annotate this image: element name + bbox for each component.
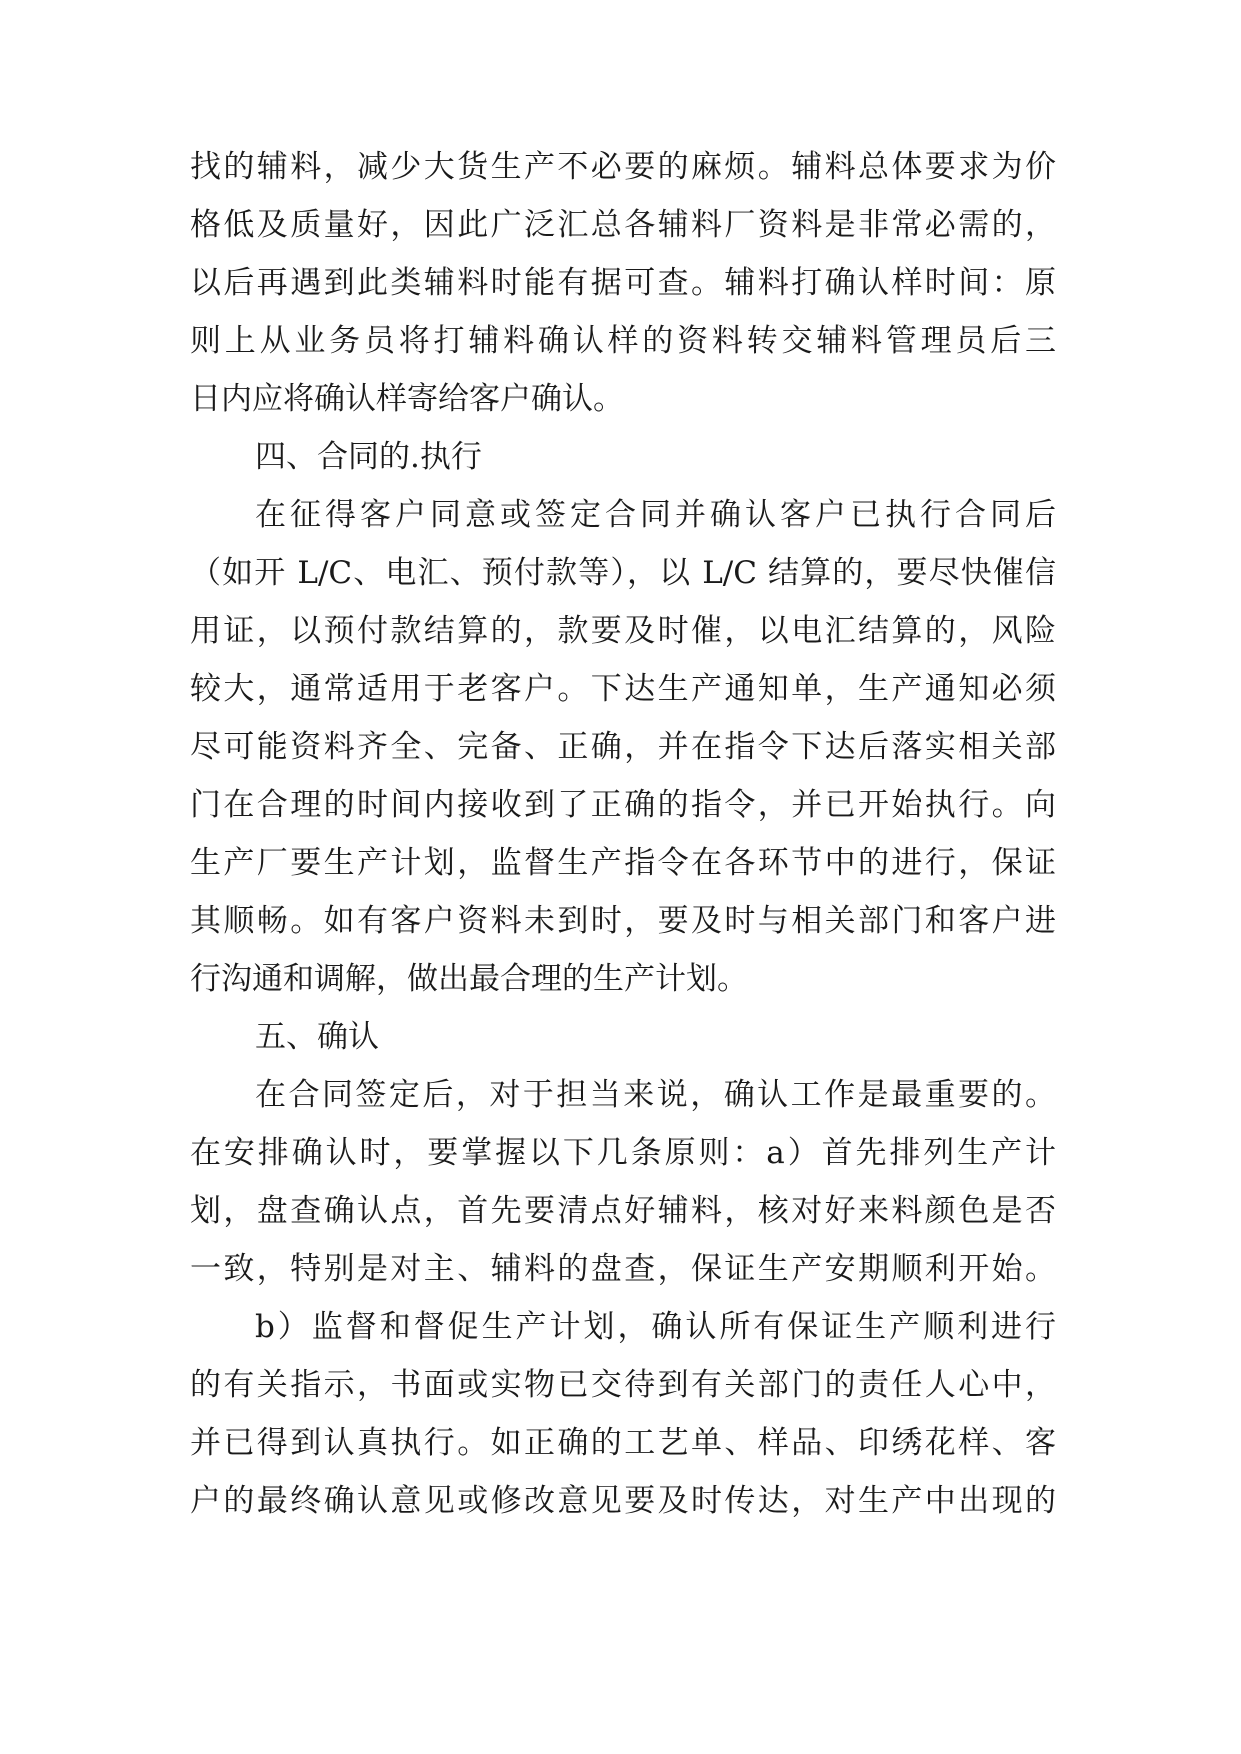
body-text-line: 找的辅料，减少大货生产不必要的麻烦。辅料总体要求为价 [190,149,1056,185]
body-text-line: 划，盘查确认点，首先要清点好辅料，核对好来料颜色是否 [190,1193,1056,1229]
body-text-line: 格低及质量好，因此广泛汇总各辅料厂资料是非常必需的， [190,207,1056,243]
body-text-line: （如开 L/C、电汇、预付款等），以 L/C 结算的，要尽快催信 [190,555,1056,591]
body-text-line: 以后再遇到此类辅料时能有据可查。辅料打确认样时间：原 [190,265,1056,301]
section-heading: 四、合同的.执行 [255,439,482,475]
body-text-line: 户的最终确认意见或修改意见要及时传达，对生产中出现的 [190,1483,1056,1519]
body-text-line: 在安排确认时，要掌握以下几条原则：a）首先排列生产计 [190,1135,1056,1171]
body-text-line: 日内应将确认样寄给客户确认。 [190,381,624,417]
body-text-line: 尽可能资料齐全、完备、正确，并在指令下达后落实相关部 [190,729,1056,765]
body-text-line: 用证，以预付款结算的，款要及时催，以电汇结算的，风险 [190,613,1056,649]
section-heading: 五、确认 [255,1019,379,1055]
body-text-line: 一致，特别是对主、辅料的盘查，保证生产安期顺利开始。 [190,1251,1056,1287]
body-text-line: 较大，通常适用于老客户。下达生产通知单，生产通知必须 [190,671,1056,707]
body-text-line: 的有关指示，书面或实物已交待到有关部门的责任人心中， [190,1367,1056,1403]
body-text-line: 在征得客户同意或签定合同并确认客户已执行合同后 [255,497,1056,533]
body-text-line: 行沟通和调解，做出最合理的生产计划。 [190,961,748,997]
body-text-line: 则上从业务员将打辅料确认样的资料转交辅料管理员后三 [190,323,1056,359]
body-text-line: 在合同签定后，对于担当来说，确认工作是最重要的。 [255,1077,1056,1113]
body-text-line: b）监督和督促生产计划，确认所有保证生产顺利进行 [255,1309,1056,1345]
body-text-line: 生产厂要生产计划，监督生产指令在各环节中的进行，保证 [190,845,1056,881]
body-text-line: 其顺畅。如有客户资料未到时，要及时与相关部门和客户进 [190,903,1056,939]
body-text-line: 并已得到认真执行。如正确的工艺单、样品、印绣花样、客 [190,1425,1056,1461]
body-text-line: 门在合理的时间内接收到了正确的指令，并已开始执行。向 [190,787,1056,823]
